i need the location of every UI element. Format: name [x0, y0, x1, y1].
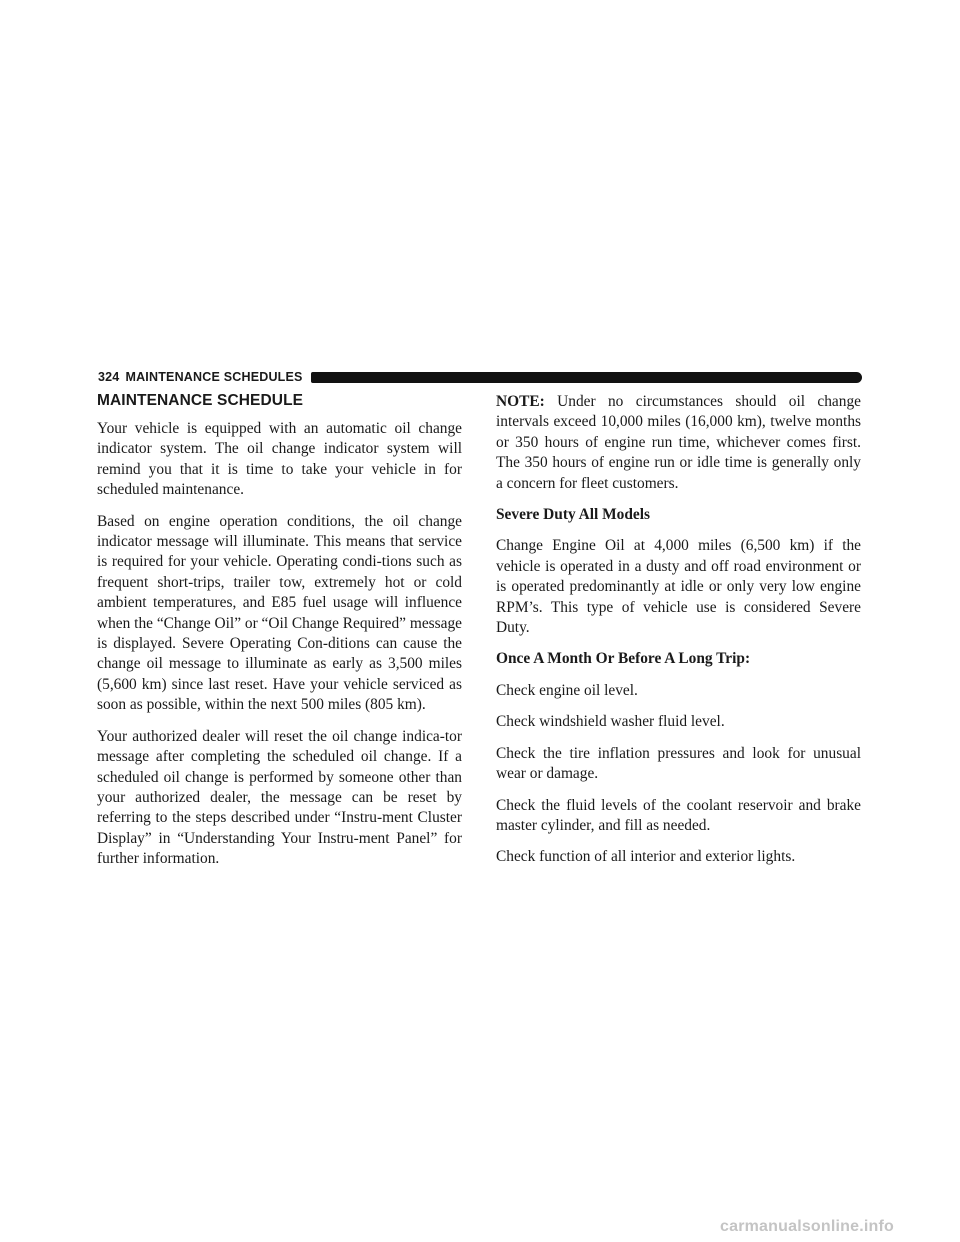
check-item: Check function of all interior and exterior lights.	[496, 848, 796, 866]
paragraph-dealer-reset: Your authorized dealer will reset the oil change indica-tor message after completing the scheduled oil change. If a scheduled oil change is performed by someone other than your authorized dealer, the message can be reset by referring to the steps described under “Instru-ment Cluster Display” in “Understanding Your Instru-ment Panel” for further information.	[97, 727, 462, 868]
page-number: 324	[98, 370, 120, 384]
paragraph-conditions: Based on engine operation conditions, the oil change indicator message will illuminate. This means that service is required for your vehicle. Operating condi-tions such as frequent short-trips, trailer tow, extremely hot or cold ambient temperatures, and E85 fuel usage will influence when the “Change Oil” or “Oil Change Required” message is displayed. Severe Operating Con-ditions can cause the change oil message to illuminate as early as 3,500 miles (5,600 km) since last reset. Have your vehicle serviced as soon as possible, within the next 500 miles (805 km).	[97, 512, 462, 714]
paragraph-intro: Your vehicle is equipped with an automatic oil change indicator system. The oil change indicator system will remind you that it is time to take your vehicle in for scheduled maintenance.	[97, 420, 462, 499]
severe-duty-text: Change Engine Oil at 4,000 miles (6,500 km) if the vehicle is operated in a dusty and off road environment or is operated predominantly at idle or only very low engine RPM’s. This type of vehicle use is considered Severe Duty.	[496, 537, 861, 637]
severe-duty-heading: Severe Duty All Models	[496, 506, 651, 524]
left-column	[97, 392, 462, 881]
check-item: Check engine oil level.	[496, 681, 638, 699]
section-title: MAINTENANCE SCHEDULES	[125, 370, 303, 384]
check-item: Check the tire inflation pressures and look for unusual wear or damage.	[496, 744, 861, 783]
note-label: NOTE:	[496, 393, 545, 410]
page-heading: MAINTENANCE SCHEDULE	[97, 392, 304, 409]
monthly-heading: Once A Month Or Before A Long Trip:	[496, 650, 751, 668]
note-text: Under no circumstances should oil change intervals exceed 10,000 miles (16,000 km), twelve months or 350 hours of engine run time, whichever comes first. The 350 hours of engine run or idle time is generally only a concern for fleet customers.	[496, 393, 861, 492]
watermark: carmanualsonline.info	[720, 1218, 895, 1235]
header-rule	[311, 372, 862, 383]
check-item: Check the fluid levels of the coolant reservoir and brake master cylinder, and fill as needed.	[496, 796, 861, 834]
right-column	[496, 392, 861, 879]
note-paragraph	[496, 392, 861, 494]
check-item: Check windshield washer fluid level.	[496, 713, 725, 731]
running-header	[98, 369, 862, 385]
